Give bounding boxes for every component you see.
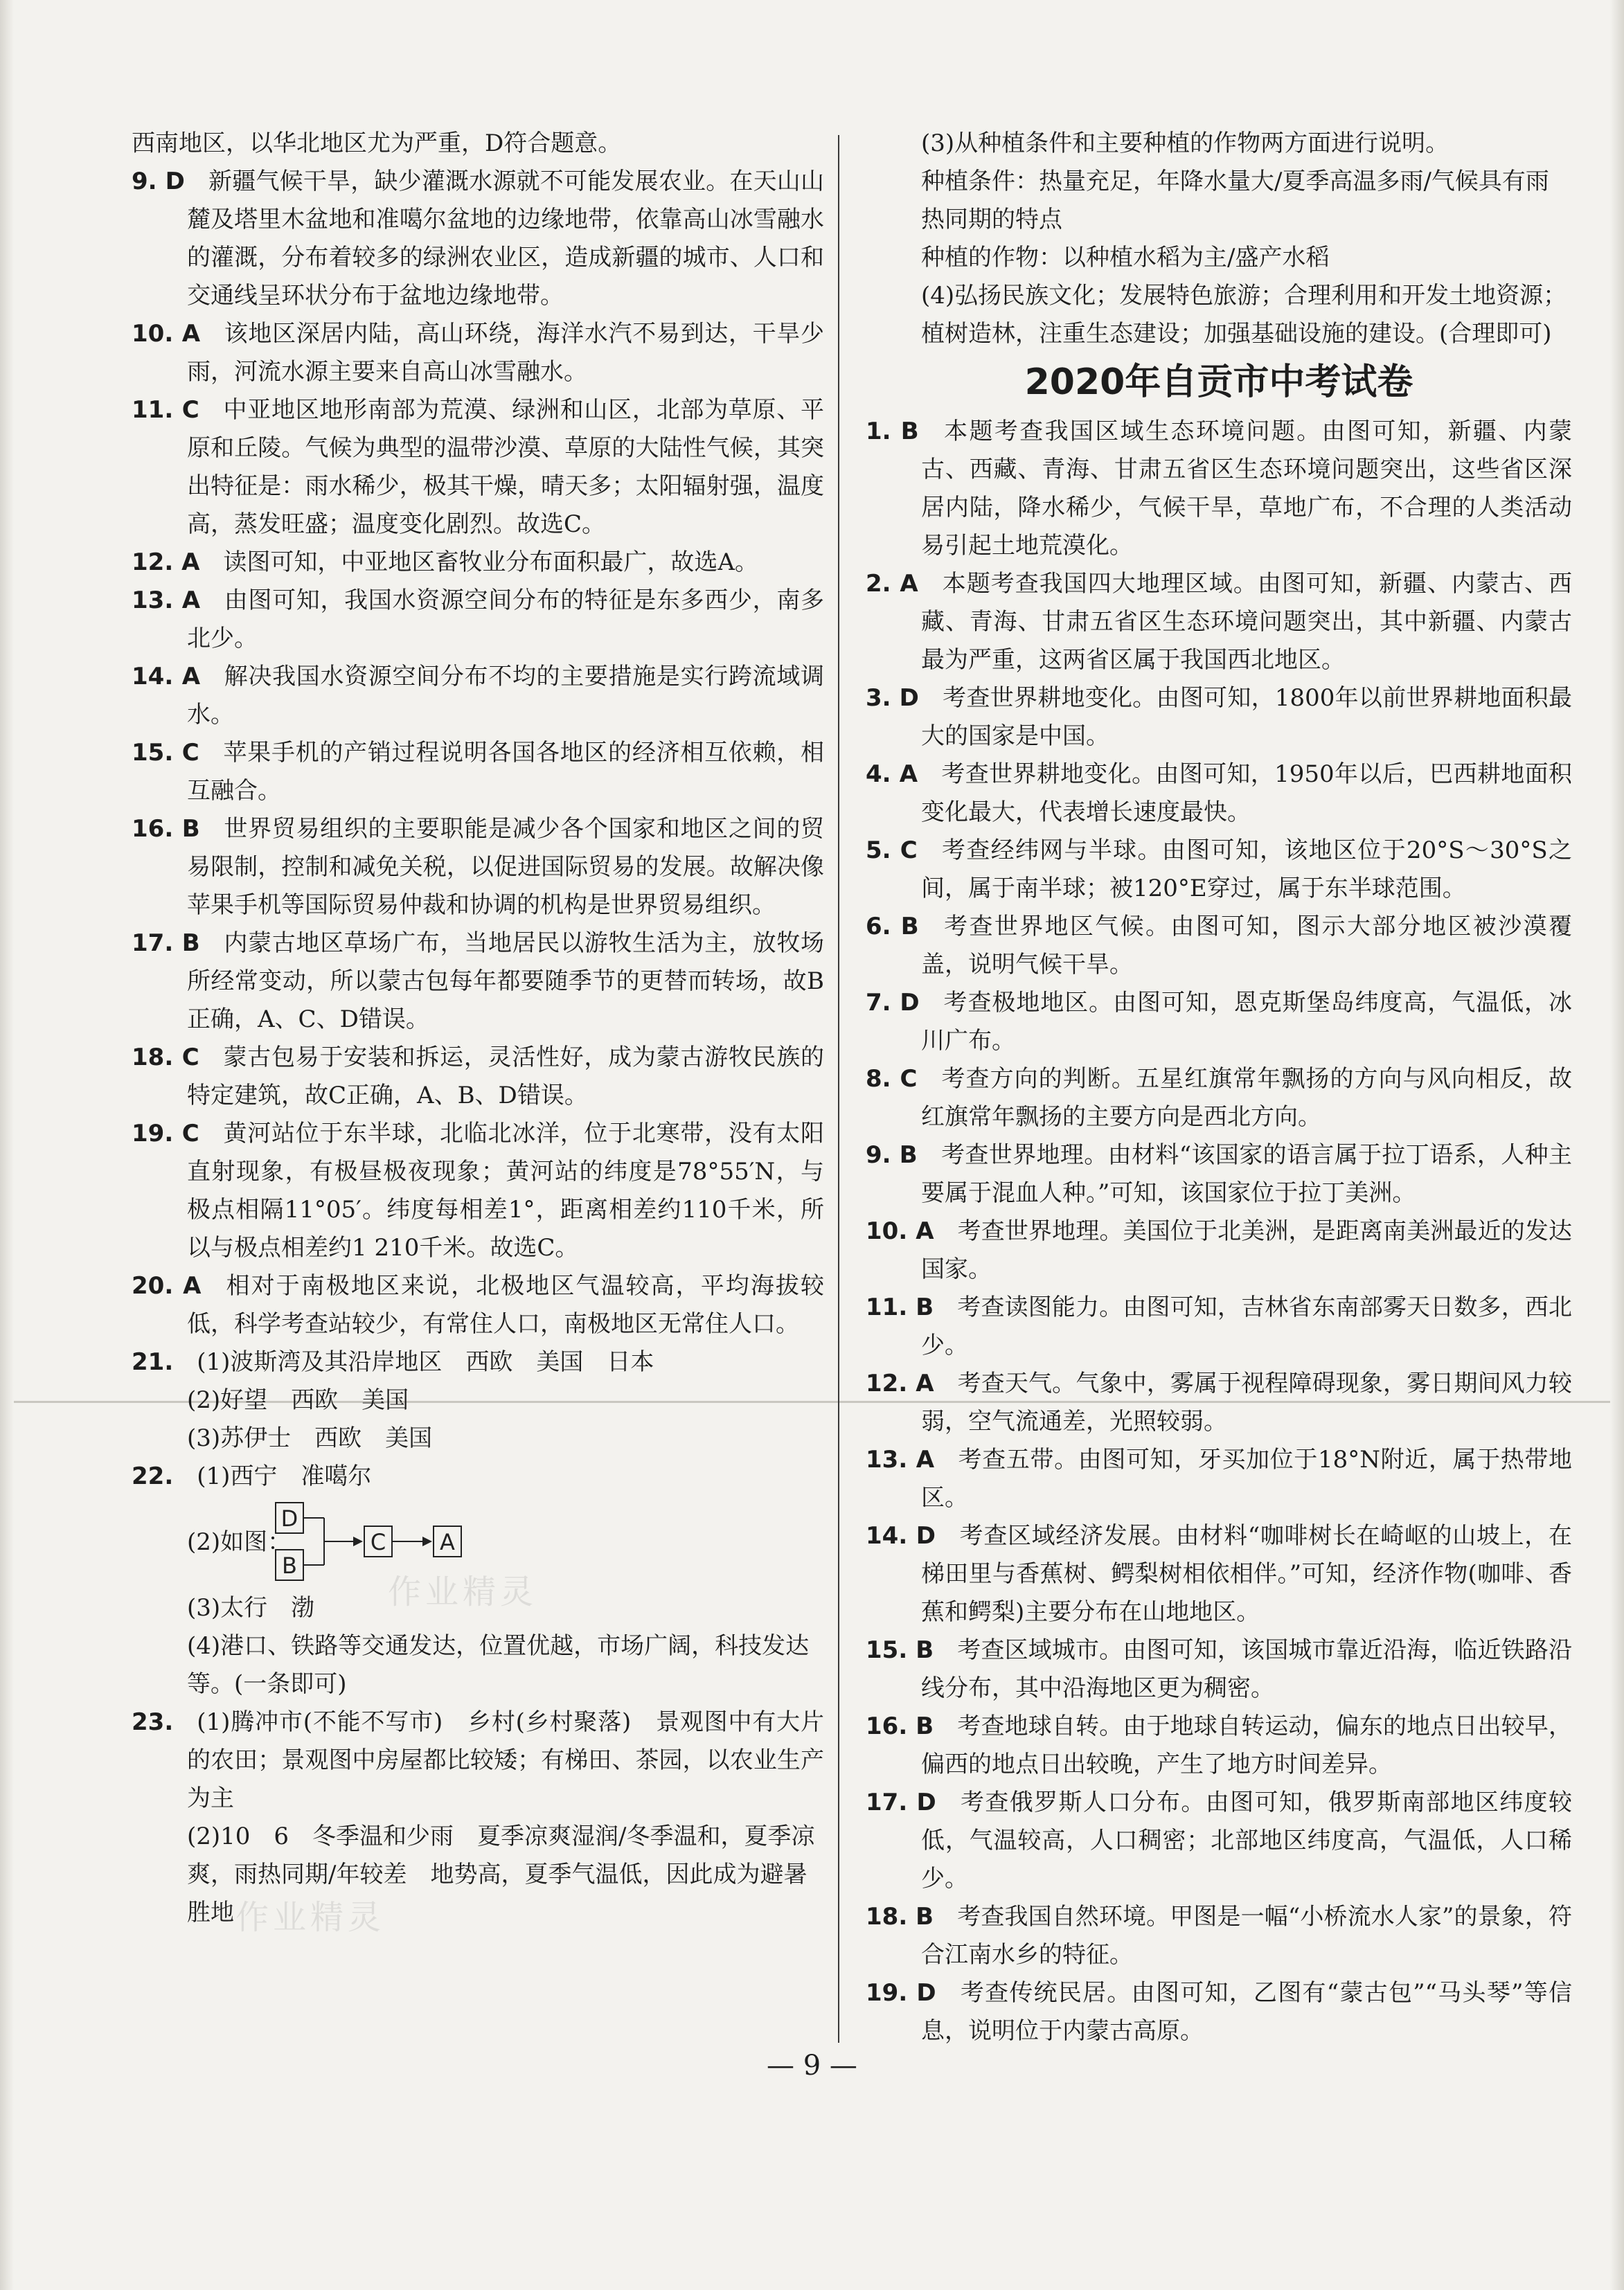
answer-text: 该地区深居内陆，高山环绕，海洋水汽不易到达，干旱少雨，河流水源主要来自高山冰雪融水。 — [187, 320, 824, 386]
watermark-stamp: 作业精灵 — [388, 1573, 538, 1611]
answer-item — [132, 1039, 824, 1115]
answer-text: 考查经纬网与半球。由图可知，该地区位于20°S～30°S之间，属于南半球；被120°E穿过，属于东半球范围。 — [921, 837, 1572, 902]
answer-item — [866, 565, 1572, 679]
answer-number: 1. B — [866, 418, 919, 445]
answer-number: 3. D — [866, 684, 919, 712]
answer-item — [866, 1974, 1572, 2050]
answer-subline: (3)苏伊士 西欧 美国 — [187, 1424, 433, 1452]
left-answer-list-continued — [132, 1589, 824, 1932]
answer-item — [132, 924, 824, 1039]
answer-subline: 种植条件：热量充足，年降水量大/夏季高温多雨/气候具有雨热同期的特点 — [921, 168, 1549, 233]
answer-item — [866, 755, 1572, 832]
answer-item — [866, 1060, 1572, 1136]
answer-item — [132, 1458, 824, 1496]
diagram-label-d: D — [280, 1505, 298, 1532]
answer-number: 17. D — [866, 1789, 936, 1816]
answer-number: 8. C — [866, 1065, 918, 1093]
answer-number: 23. — [132, 1708, 174, 1736]
answer-item — [866, 832, 1572, 908]
answer-item — [132, 391, 824, 544]
answer-number: 11. B — [866, 1294, 934, 1321]
diagram-label-c: C — [370, 1529, 386, 1555]
answer-item — [132, 658, 824, 734]
answer-number: 13. A — [866, 1446, 935, 1474]
scan-edge-right — [1610, 0, 1624, 2290]
answer-number: 10. A — [866, 1217, 934, 1245]
answer-text: 考查我国自然环境。甲图是一幅“小桥流水人家”的景象，符合江南水乡的特征。 — [921, 1903, 1573, 1969]
answer-number: 21. — [132, 1348, 174, 1376]
answer-item — [866, 984, 1572, 1060]
q22-diagram-lead: (2)如图： — [187, 1528, 292, 1556]
answer-item — [132, 315, 824, 391]
answer-item — [132, 544, 824, 582]
answer-text: 解决我国水资源空间分布不均的主要措施是实行跨流域调水。 — [187, 663, 824, 728]
answer-text: 考查世界耕地变化。由图可知，1950年以后，巴西耕地面积变化最大，代表增长速度最快。 — [921, 760, 1572, 826]
answer-subline: (4)弘扬民族文化；发展特色旅游；合理利用和开发土地资源；植树造林，注重生态建设；加强基础设施的建设。(合理即可) — [921, 282, 1567, 348]
page-number: — 9 — — [767, 2050, 857, 2082]
answer-text: 考查世界地区气候。由图可知，图示大部分地区被沙漠覆盖，说明气候干旱。 — [921, 913, 1573, 978]
answer-number: 11. C — [132, 396, 199, 424]
answer-item — [866, 1898, 1572, 1974]
answer-text: (1)腾冲市(不能不写市) 乡村(乡村聚落) 景观图中有大片的农田；景观图中房屋都比较矮；有梯田、茶园，以农业生产为主 — [187, 1708, 824, 1812]
answer-number: 13. A — [132, 587, 201, 614]
diagram-label-b: B — [282, 1553, 297, 1579]
answer-number: 14. A — [132, 663, 201, 690]
answer-text: 考查五带。由图可知，牙买加位于18°N附近，属于热带地区。 — [921, 1446, 1572, 1512]
watermark-stamp: 作业精灵 — [235, 1898, 386, 1937]
answer-subline: (2)好望 西欧 美国 — [187, 1386, 409, 1414]
answer-item — [866, 1631, 1572, 1708]
answer-text: 新疆气候干旱，缺少灌溉水源就不可能发展农业。在天山山麓及塔里木盆地和准噶尔盆地的边缘地带，依靠高山冰雪融水的灌溉，分布着较多的绿洲农业区，造成新疆的城市、人口和交通线呈环状分布于盆地边缘地带。 — [187, 168, 825, 310]
right-answer-list-top — [866, 125, 1572, 353]
answer-text: 考查传统民居。由图可知，乙图有“蒙古包”“马头琴”等信息，说明位于内蒙古高原。 — [921, 1979, 1572, 2045]
scan-edge-left — [0, 0, 14, 2290]
answer-number: 22. — [132, 1462, 174, 1490]
answer-number: 2. A — [866, 570, 918, 598]
answer-number: 12. A — [132, 548, 200, 576]
answer-number: 19. C — [132, 1120, 199, 1147]
answer-item — [866, 1441, 1572, 1517]
answer-number: 4. A — [866, 760, 918, 788]
answer-item — [866, 1289, 1572, 1365]
answer-number: 12. A — [866, 1370, 934, 1397]
answer-text: 蒙古包易于安装和拆运，灵活性好，成为蒙古游牧民族的特定建筑，故C正确，A、B、D错误。 — [187, 1044, 824, 1109]
answer-number: 9. D — [132, 168, 185, 195]
answer-item — [132, 1267, 824, 1343]
section-title: 2020年自贡市中考试卷 — [1024, 361, 1413, 403]
answer-number: 16. B — [132, 815, 200, 843]
answer-item — [132, 163, 824, 315]
answer-item — [866, 1213, 1572, 1289]
answer-text: 内蒙古地区草场广布，当地居民以游牧生活为主，放牧场所经常变动，所以蒙古包每年都要随季节的更替而转场，故B正确，A、C、D错误。 — [187, 929, 825, 1033]
answer-text: 考查读图能力。由图可知，吉林省东南部雾天日数多，西北少。 — [921, 1294, 1573, 1359]
answer-item — [866, 908, 1572, 984]
answer-number: 10. A — [132, 320, 201, 348]
answer-number: 9. B — [866, 1141, 918, 1169]
left-answer-list — [132, 125, 824, 1496]
answer-text: 苹果手机的产销过程说明各国各地区的经济相互依赖，相互融合。 — [187, 739, 824, 805]
left-column — [132, 125, 824, 1932]
answer-number: 6. B — [866, 913, 919, 940]
answer-subline: (3)从种植条件和主要种植的作物两方面进行说明。 — [921, 129, 1449, 157]
answer-item — [866, 1708, 1572, 1784]
answer-number: 20. A — [132, 1272, 202, 1300]
answer-number: 19. D — [866, 1979, 936, 2007]
answer-text: 由图可知，我国水资源空间分布的特征是东多西少，南多北少。 — [187, 587, 824, 652]
answer-text: 黄河站位于东半球，北临北冰洋，位于北寒带，没有太阳直射现象，有极昼极夜现象；黄河站的纬度是78°55′N，与极点相隔11°05′。纬度每相差1°，距离相差约110千米，所以与极点相差约1 210千米。故选C。 — [187, 1120, 824, 1262]
answer-item — [866, 413, 1572, 565]
answer-item — [132, 810, 824, 924]
answer-item — [866, 1136, 1572, 1213]
answer-text: 相对于南极地区来说，北极地区气温较高，平均海拔较低，科学考查站较少，有常住人口，南极地区无常住人口。 — [187, 1272, 824, 1338]
answer-text: 本题考查我国区域生态环境问题。由图可知，新疆、内蒙古、西藏、青海、甘肃五省区生态环境问题突出，这些省区深居内陆，降水稀少，气候干旱，草地广布，不合理的人类活动易引起土地荒漠化。 — [921, 418, 1573, 560]
column-divider — [838, 135, 839, 2043]
answer-text: 本题考查我国四大地理区域。由图可知，新疆、内蒙古、西藏、青海、甘肃五省区生态环境问题突出，其中新疆、内蒙古最为严重，这两省区属于我国西北地区。 — [921, 570, 1572, 674]
answer-text: 考查方向的判断。五星红旗常年飘扬的方向与风向相反，故红旗常年飘扬的主要方向是西北方向。 — [921, 1065, 1573, 1131]
answer-number: 15. B — [866, 1636, 934, 1664]
answer-item — [132, 1703, 824, 1818]
diagram-label-a: A — [440, 1529, 455, 1555]
answer-text: 考查天气。气象中，雾属于视程障碍现象，雾日期间风力较弱，空气流通差，光照较弱。 — [921, 1370, 1572, 1435]
answer-text: (1)波斯湾及其沿岸地区 西欧 美国 日本 — [197, 1348, 654, 1376]
answer-text: (1)西宁 准噶尔 — [197, 1462, 372, 1490]
answer-continuation: 西南地区，以华北地区尤为严重，D符合题意。 — [132, 129, 622, 157]
answer-text: 考查世界耕地变化。由图可知，1800年以前世界耕地面积最大的国家是中国。 — [921, 684, 1572, 750]
answer-text: 考查极地地区。由图可知，恩克斯堡岛纬度高，气温低，冰川广布。 — [921, 989, 1572, 1055]
answer-number: 7. D — [866, 989, 920, 1017]
answer-item — [866, 1365, 1572, 1441]
answer-number: 15. C — [132, 739, 199, 767]
answer-number: 16. B — [866, 1712, 934, 1740]
answer-subline: (2)10 6 冬季温和少雨 夏季凉爽湿润/冬季温和，夏季凉爽，雨热同期/年较差 地势高，夏季气温低，因此成为避暑胜地 — [187, 1823, 815, 1926]
answer-item — [866, 1784, 1572, 1898]
right-column — [866, 125, 1572, 2050]
answer-number: 5. C — [866, 837, 918, 864]
answer-text: 考查区域经济发展。由材料“咖啡树长在崎岖的山坡上，在梯田里与香蕉树、鳄梨树相依相伴。”可知，经济作物(咖啡、香蕉和鳄梨)主要分布在山地地区。 — [921, 1522, 1572, 1626]
answer-item — [866, 1517, 1572, 1631]
answer-item — [132, 582, 824, 658]
answer-number: 18. C — [132, 1044, 199, 1071]
answer-subline: 种植的作物：以种植水稻为主/盛产水稻 — [921, 244, 1330, 271]
answer-text: 考查世界地理。由材料“该国家的语言属于拉丁语系，人种主要属于混血人种。”可知，该国家位于拉丁美洲。 — [921, 1141, 1572, 1207]
answer-text: 考查俄罗斯人口分布。由图可知，俄罗斯南部地区纬度较低，气温较高，人口稠密；北部地区纬度高，气温低，人口稀少。 — [921, 1789, 1572, 1893]
answer-text: 中亚地区地形南部为荒漠、绿洲和山区，北部为草原、平原和丘陵。气候为典型的温带沙漠、草原的大陆性气候，其突出特征是：雨水稀少，极其干燥，晴天多；太阳辐射强，温度高，蒸发旺盛；温度变化剧烈。故选C。 — [187, 396, 824, 538]
answer-subline: (4)港口、铁路等交通发达，位置优越，市场广阔，科技发达等。(一条即可) — [187, 1632, 810, 1698]
answer-text: 考查地球自转。由于地球自转运动，偏东的地点日出较早，偏西的地点日出较晚，产生了地方时间差异。 — [921, 1712, 1573, 1778]
answer-number: 17. B — [132, 929, 200, 957]
answer-item — [132, 734, 824, 810]
answer-item — [132, 1343, 824, 1381]
answer-number: 18. B — [866, 1903, 934, 1931]
answer-subline: (3)太行 渤 — [187, 1594, 315, 1622]
answer-text: 世界贸易组织的主要职能是减少各个国家和地区之间的贸易限制，控制和减免关税，以促进国际贸易的发展。故解决像苹果手机等国际贸易仲裁和协调的机构是世界贸易组织。 — [187, 815, 825, 919]
answer-item — [866, 679, 1572, 755]
answer-text: 考查区域城市。由图可知，该国城市靠近沿海，临近铁路沿线分布，其中沿海地区更为稠密。 — [921, 1636, 1573, 1702]
right-answer-list — [866, 413, 1572, 2050]
answer-text: 考查世界地理。美国位于北美洲，是距离南美洲最近的发达国家。 — [921, 1217, 1572, 1283]
answer-number: 14. D — [866, 1522, 936, 1550]
answer-text: 读图可知，中亚地区畜牧业分布面积最广，故选A。 — [223, 548, 758, 576]
answer-item — [132, 1115, 824, 1267]
